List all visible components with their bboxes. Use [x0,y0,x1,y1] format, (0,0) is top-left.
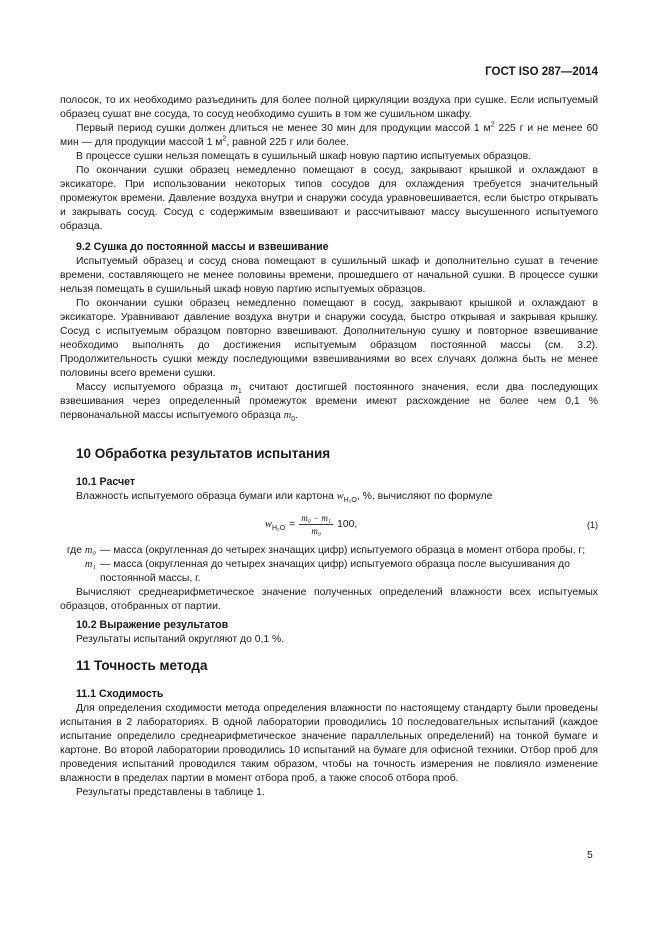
paragraph [60,633,598,647]
section-heading-10-1: 10.1 Расчет [76,476,136,488]
equation-number: (1) [587,520,598,530]
math-symbol: w [265,518,272,530]
text: считают достигшей постоянного значения, если два последующих взвешивания через определенный промежуток времени имеют расхождение не более чем 0,1 % первоначальной массы испытуемого образца [60,382,598,421]
paragraph [60,297,598,381]
paragraph-text: По окончании сушки образец немедленно помещают в сосуд, закрывают крышкой и охлаждают в эксикаторе. При использовании некоторых типов сосудов для охлаждения требуется значительный промежуток времени. Давление воздуха внутри и снаружи сосуда уравновешивается, если быстро открывать и закрывать сосуд. Сосуд с содержимым взвешивают и рассчитывают массу высушенного испытуемого образца. [60,165,598,232]
paragraph [60,150,598,164]
paragraph-text: Для определения сходимости метода определения влажности по настоящему стандарту были проведены испытания в 2 лабораториях. В одной лаборатории проводились 10 последовательных испытаний (каждое испытание определило среднеарифметическое значение параллельных определений) на тонкой бумаге и картоне. Во второй лаборатории проводились 10 испытаний на бумаге для офисной техники. Отбор проб для проведения испытаний проводился таким образом, чтобы на точность измерения не повлияло изменение влажности в пределах партии в момент отбора проб, а также способ отбора проб. [60,703,598,784]
section-heading-11: 11 Точность метода [76,658,208,673]
math-symbol: w [336,491,344,502]
math-symbol: m₀ [84,545,96,556]
where-definition: — масса (округленная до четырех значащих цифр) испытуемого образца после высушивания до постоянной массы, г. [100,559,570,584]
paragraph [60,164,598,234]
document-id-header: ГОСТ ISO 287—2014 [485,66,598,78]
subscript: 1 [237,388,242,396]
section-heading-10: 10 Обработка результатов испытания [76,446,331,461]
formula-row [60,510,598,544]
paragraph-text: По окончании сушки образец немедленно помещают в сосуд, закрывают крышкой и охлаждают в эксикаторе. Уравнивают давление воздуха внутри и снаружи сосуда, быстро открывая и закрывая крышку. Сосуд с испытуемым образцом повторно взвешивают. Дополнительную сушку и повторное взвешивание необходимо выполнять до достижения испытуемым образцом постоянной массы (см. 3.2). Продолжительность сушки между последующими взвешиваниями во всех случаях должна быть не менее половины всего времени сушки. [60,298,598,379]
math-symbol: m₁ [84,559,96,570]
where-item [60,544,598,558]
section-heading-9-2: 9.2 Сушка до постоянной массы и взвешивание [76,241,329,253]
superscript: 2 [490,121,495,129]
paragraph-drying-period [60,122,598,150]
where-item [60,558,598,586]
page-body [60,94,598,800]
factor: 100, [337,518,358,530]
where-definition: — масса (округленная до четырех значащих цифр) испытуемого образца в момент отбора пробы, г; [100,545,586,556]
paragraph [60,94,598,122]
equals-sign: = [289,518,296,530]
math-symbol: m [230,382,238,393]
subscript: H₂O [343,497,357,505]
text: , равной 225 г или более. [226,137,349,148]
paragraph-text: Результаты испытаний округляют до 0,1 %. [76,634,285,645]
paragraph-text: Вычисляют среднеарифметическое значение полученных определений влажности всех испытуемых образцов, отобранных от партии. [60,587,598,612]
moisture-formula [265,512,357,537]
denominator: m₀ [311,526,321,536]
section-heading-10-2: 10.2 Выражение результатов [76,619,229,631]
text: Первый период сушки должен длиться не менее 30 мин для продукции массой 1 м [76,123,491,134]
paragraph [60,586,598,614]
subscript: 0 [291,416,296,424]
where-label: где [66,545,82,556]
text: , %, вычисляют по формуле [356,491,493,502]
page-number: 5 [587,850,593,861]
text: 225 г и не менее 60 мин — для продукции массой 1 м [60,123,598,148]
paragraph-text: Результаты представлены в таблице 1. [76,787,265,798]
paragraph-text: Испытуемый образец и сосуд снова помещают в сушильный шкаф и дополнительно сушат в течение времени, составляющего не менее половины времени, прошедшего от начальной сушки. В процессе сушки нельзя помещать в сушильный шкаф новую партию испытуемых образцов. [60,256,598,295]
section-heading-11-1: 11.1 Сходимость [76,688,164,700]
text: Массу испытуемого образца [76,382,231,393]
subscript: H₂O [271,524,286,532]
paragraph-constant-mass [60,381,598,423]
paragraph-text: полосок, то их необходимо разъединить для более полной циркуляции воздуха при сушке. Если испытуемый образец сушат вне сосуда, то сосуд необходимо сушить в том же сушильном шкафу. [60,95,598,120]
text: Влажность испытуемого образца бумаги или картона [76,491,337,502]
text: . [295,410,299,421]
where-list [60,544,598,586]
paragraph [60,786,598,800]
paragraph-formula-intro [60,490,598,504]
fraction [299,512,333,537]
paragraph-text: В процессе сушки нельзя помещать в сушильный шкаф новую партию испытуемых образцов. [76,151,532,162]
paragraph [60,255,598,297]
numerator: m₀ − m₁ [301,513,332,523]
superscript: 2 [222,135,227,143]
paragraph [60,702,598,786]
math-symbol: m [283,410,292,421]
